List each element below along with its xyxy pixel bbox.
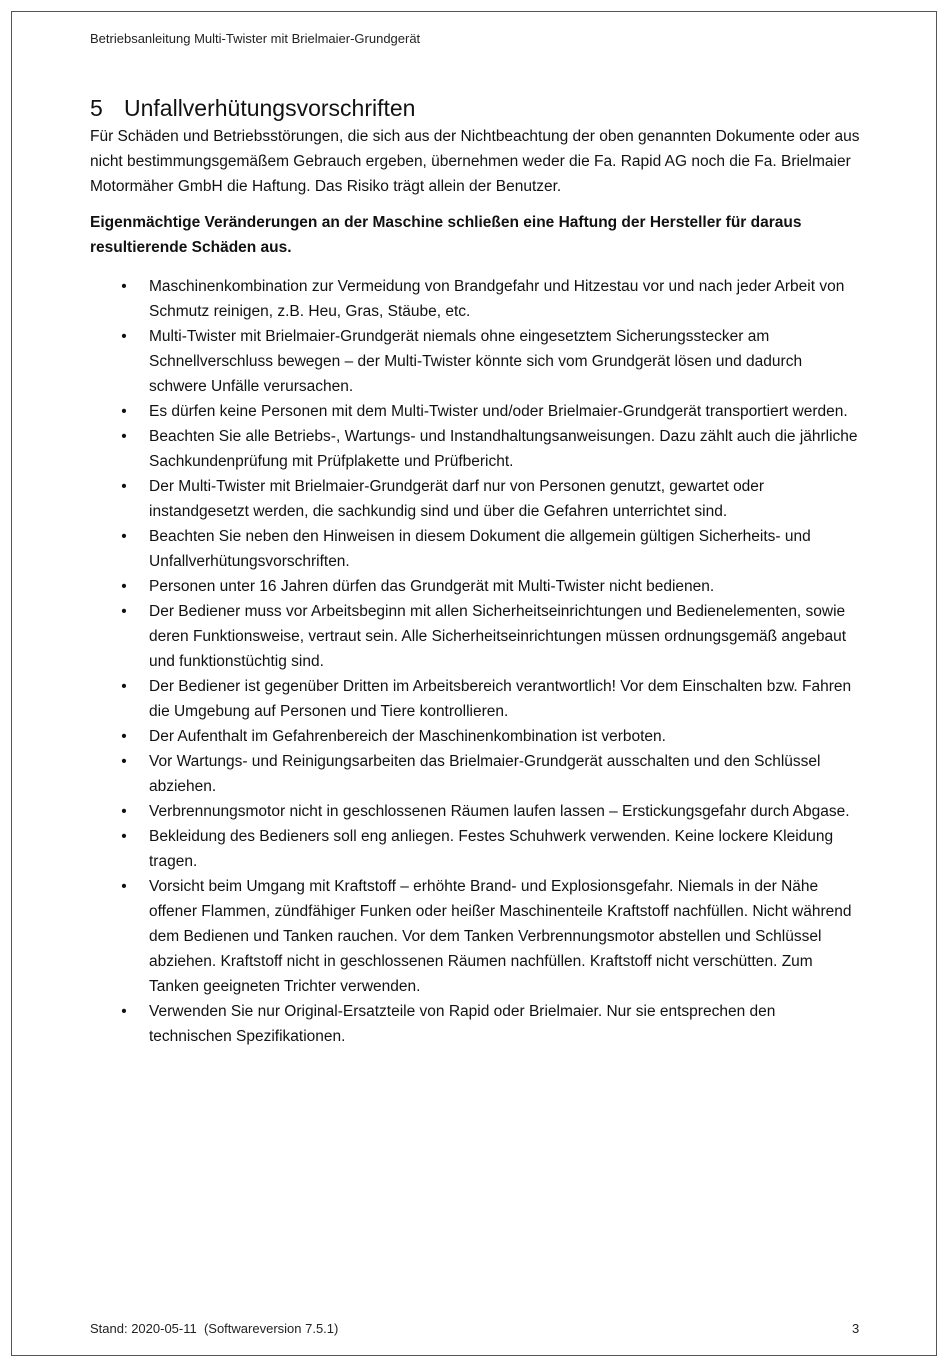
list-item — [90, 324, 860, 399]
list-item — [90, 674, 860, 724]
bullet-icon: • — [121, 278, 127, 295]
list-item-text: Beachten Sie neben den Hinweisen in diesem Dokument die allgemein gültigen Sicherheits- und Unfallverhütungsvorschriften. — [149, 528, 811, 570]
bullet-icon: • — [121, 328, 127, 345]
list-item-text: Verbrennungsmotor nicht in geschlossenen Räumen laufen lassen – Erstickungsgefahr durch Abgase. — [149, 803, 850, 820]
bullet-icon: • — [121, 878, 127, 895]
list-item — [90, 799, 860, 824]
list-item-text: Der Bediener muss vor Arbeitsbeginn mit allen Sicherheitseinrichtungen und Bedienelementen, sowie deren Funktionsweise, vertraut sein. Alle Sicherheitseinrichtungen müssen ordnungsgemäß angebaut und funktionstüchtig sind. — [149, 603, 847, 670]
bullet-icon: • — [121, 728, 127, 745]
list-item — [90, 599, 860, 674]
list-item — [90, 574, 860, 599]
list-item-text: Bekleidung des Bedieners soll eng anliegen. Festes Schuhwerk verwenden. Keine lockere Kleidung tragen. — [149, 828, 834, 870]
list-item — [90, 874, 860, 999]
intro-paragraph: Für Schäden und Betriebsstörungen, die sich aus der Nichtbeachtung der oben genannten Dokumente oder aus nicht bestimmungsgemäßem Gebrauch ergeben, übernehmen weder die Fa. Rapid AG noch die Fa. Brielmaier Motormäher GmbH die Haftung. Das Risiko trägt allein der Benutzer. — [90, 128, 860, 195]
bullet-icon: • — [121, 603, 127, 620]
section-number: 5 — [90, 95, 103, 121]
liability-warning: Eigenmächtige Veränderungen an der Maschine schließen eine Haftung der Hersteller für daraus resultierende Schäden aus. — [90, 214, 802, 256]
bullet-icon: • — [121, 803, 127, 820]
bullet-icon: • — [121, 428, 127, 445]
page-header: Betriebsanleitung Multi-Twister mit Brielmaier-Grundgerät — [90, 31, 421, 46]
bullet-icon: • — [121, 478, 127, 495]
page-number: 3 — [852, 1321, 860, 1336]
bullet-icon: • — [121, 528, 127, 545]
list-item — [90, 824, 860, 874]
section-heading — [90, 92, 860, 124]
bullet-icon: • — [121, 403, 127, 420]
list-item — [90, 749, 860, 799]
list-item-text: Es dürfen keine Personen mit dem Multi-Twister und/oder Brielmaier-Grundgerät transportiert werden. — [149, 403, 848, 420]
list-item-text: Maschinenkombination zur Vermeidung von Brandgefahr und Hitzestau vor und nach jeder Arbeit von Schmutz reinigen, z.B. Heu, Gras, Stäube, etc. — [149, 278, 845, 320]
list-item — [90, 424, 860, 474]
list-item-text: Multi-Twister mit Brielmaier-Grundgerät niemals ohne eingesetztem Sicherungsstecker am Schnellverschluss bewegen – der Multi-Twister könnte sich vom Grundgerät lösen und dadurch schwere Unfälle verursachen. — [149, 328, 803, 395]
list-item — [90, 274, 860, 324]
list-item-text: Der Aufenthalt im Gefahrenbereich der Maschinenkombination ist verboten. — [149, 728, 666, 745]
bullet-icon: • — [121, 753, 127, 770]
list-item-text: Der Multi-Twister mit Brielmaier-Grundgerät darf nur von Personen genutzt, gewartet oder instandgesetzt werden, die sachkundig sind und über die Gefahren unterrichtet sind. — [149, 478, 765, 520]
list-item-text: Der Bediener ist gegenüber Dritten im Arbeitsbereich verantwortlich! Vor dem Einschalten bzw. Fahren die Umgebung auf Personen und Tiere kontrollieren. — [149, 678, 852, 720]
section-title: Unfallverhütungsvorschriften — [124, 95, 416, 121]
list-item-text: Verwenden Sie nur Original-Ersatzteile von Rapid oder Brielmaier. Nur sie entsprechen den technischen Spezifikationen. — [149, 1003, 776, 1045]
list-item — [90, 399, 860, 424]
list-item-text: Vor Wartungs- und Reinigungsarbeiten das Brielmaier-Grundgerät ausschalten und den Schlüssel abziehen. — [149, 753, 821, 795]
section-content — [90, 92, 860, 1049]
list-item — [90, 524, 860, 574]
bullet-icon: • — [121, 578, 127, 595]
safety-rules-list — [90, 274, 860, 1049]
list-item-text: Beachten Sie alle Betriebs-, Wartungs- und Instandhaltungsanweisungen. Dazu zählt auch die jährliche Sachkundenprüfung mit Prüfplakette und Prüfbericht. — [149, 428, 858, 470]
list-item-text: Personen unter 16 Jahren dürfen das Grundgerät mit Multi-Twister nicht bedienen. — [149, 578, 715, 595]
list-item — [90, 999, 860, 1049]
list-item — [90, 474, 860, 524]
bullet-icon: • — [121, 1003, 127, 1020]
bullet-icon: • — [121, 828, 127, 845]
footer-status: Stand: 2020-05-11 (Softwareversion 7.5.1) — [90, 1321, 339, 1336]
list-item — [90, 724, 860, 749]
bullet-icon: • — [121, 678, 127, 695]
list-item-text: Vorsicht beim Umgang mit Kraftstoff – erhöhte Brand- und Explosionsgefahr. Niemals in der Nähe offener Flammen, zündfähiger Funken oder heißer Maschinenteile Kraftstoff nachfüllen. Nicht während dem Bedienen und Tanken rauchen. Vor dem Tanken Verbrennungsmotor abstellen und Schlüssel abziehen. Kraftstoff nicht in geschlossenen Räumen nachfüllen. Kraftstoff nicht verschütten. Zum Tanken geeigneten Trichter verwenden. — [149, 878, 852, 995]
